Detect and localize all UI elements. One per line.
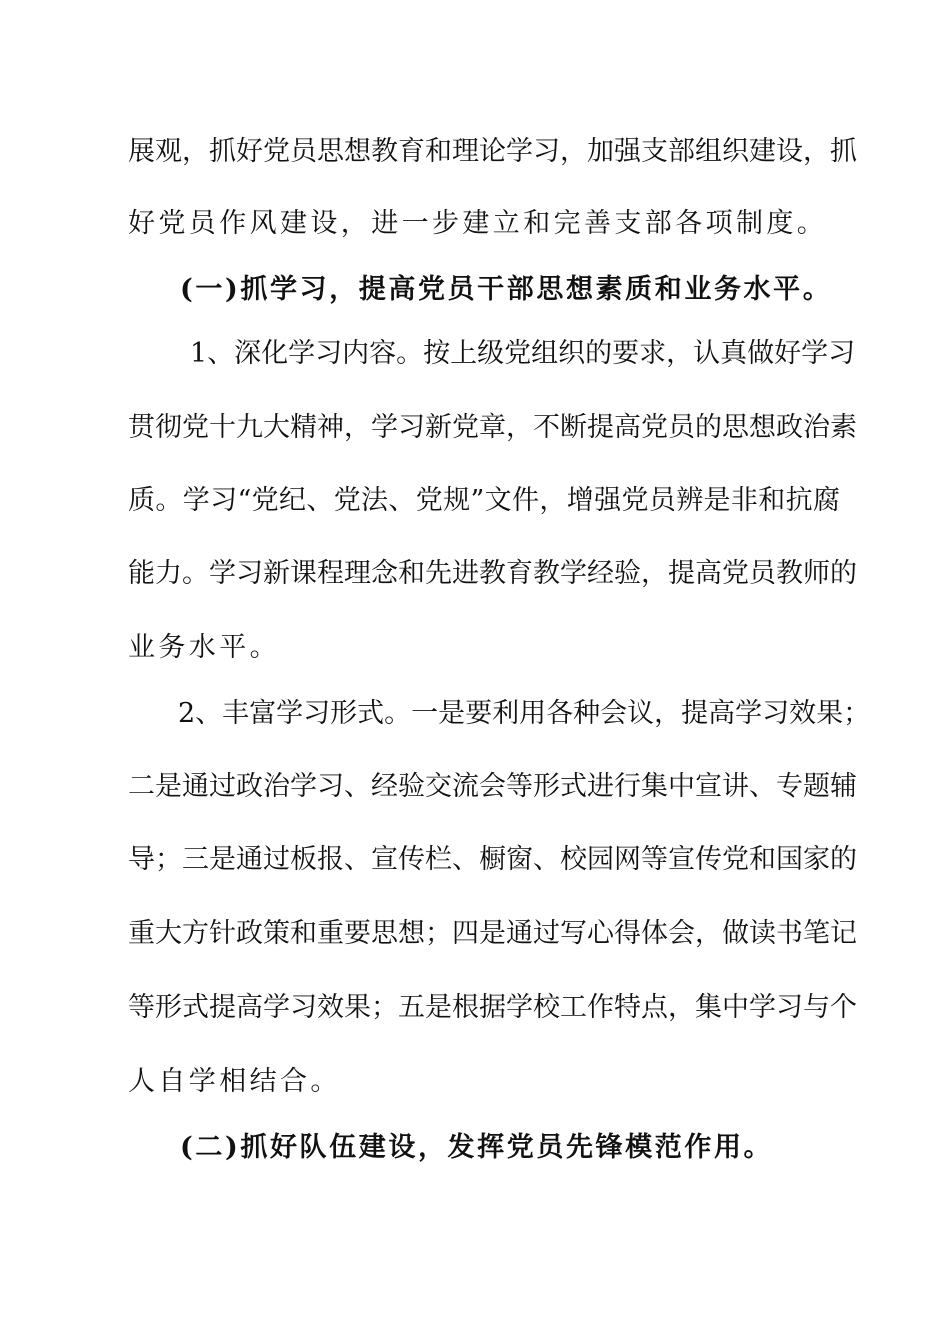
body-text-line: 1、深化学习内容。按上级党组织的要求，认真做好学习 <box>190 338 856 369</box>
body-text-line: 贯彻党十九大精神，学习新党章，不断提高党员的思想政治素 <box>128 412 857 443</box>
body-text-line: 重大方针政策和重要思想；四是通过写心得体会，做读书笔记 <box>128 918 857 949</box>
body-text-line: 二是通过政治学习、经验交流会等形式进行集中宣讲、专题辅 <box>128 771 857 802</box>
body-text-line: 好党员作风建设，进一步建立和完善支部各项制度。 <box>128 208 828 239</box>
body-text-line: 人自学相结合。 <box>128 1066 341 1097</box>
body-text-line: 质。学习“党纪、党法、党规”文件，增强党员辨是非和抗腐 <box>128 485 840 516</box>
section-heading-1: (一)抓学习，提高党员干部思想素质和业务水平。 <box>180 274 833 305</box>
body-text-line: 导；三是通过板报、宣传栏、橱窗、校园网等宣传党和国家的 <box>128 844 857 875</box>
body-text-line: 等形式提高学习效果；五是根据学校工作特点，集中学习与个 <box>128 992 857 1023</box>
body-text-line: 2、丰富学习形式。一是要利用各种会议，提高学习效果； <box>178 698 871 729</box>
body-text-line: 能力。学习新课程理念和先进教育教学经验，提高党员教师的 <box>128 558 857 589</box>
body-text-line: 业务水平。 <box>128 632 280 663</box>
section-heading-2: (二)抓好队伍建设，发挥党员先锋模范作用。 <box>180 1132 774 1163</box>
body-text-line: 展观，抓好党员思想教育和理论学习，加强支部组织建设，抓 <box>128 136 857 167</box>
